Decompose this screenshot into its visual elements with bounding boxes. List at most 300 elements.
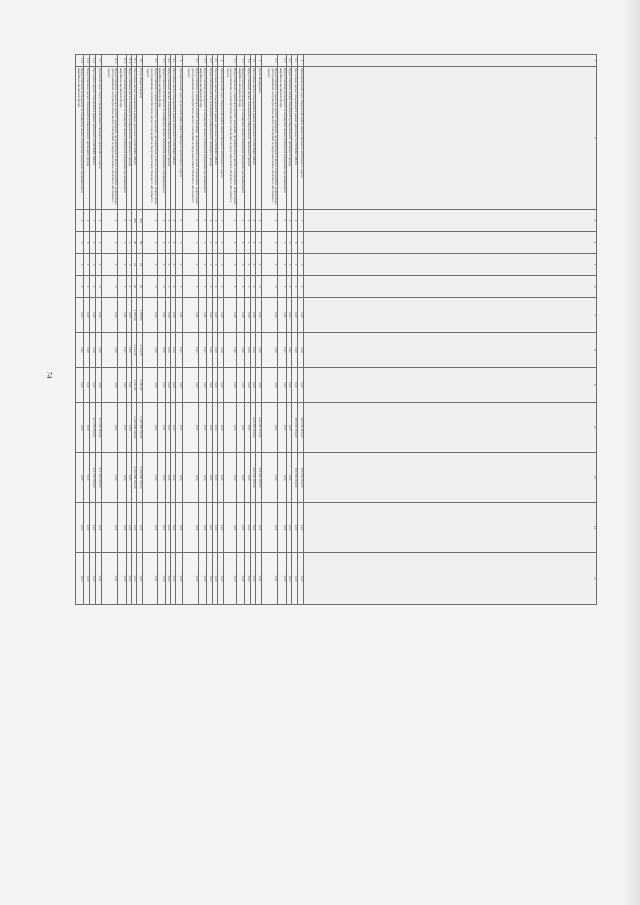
row-value: 4 786,50 bbox=[137, 298, 143, 333]
row-value: 0 bbox=[182, 232, 198, 254]
row-value: 0 bbox=[261, 232, 278, 254]
row-value: 0,00 bbox=[212, 553, 217, 605]
row-value: 0,00 bbox=[223, 453, 236, 503]
row-value: 0,00 bbox=[84, 403, 90, 453]
row-value: 0,00 bbox=[278, 333, 286, 368]
row-value: 34 bbox=[137, 254, 143, 276]
row-value: 0 bbox=[176, 254, 183, 276]
row-value: 0,00 bbox=[217, 403, 223, 453]
row-number: 7.2 bbox=[245, 55, 251, 67]
row-number: 7.4 bbox=[223, 55, 236, 67]
row-value: 0 bbox=[126, 232, 132, 254]
row-name: Расселение жилых помещений в рамках деятельности НО ФЖС ЯНАО bbox=[132, 67, 137, 210]
row-name: Городской округ город Губкинский Ямало-Ненецкого автономного округа bbox=[95, 67, 101, 210]
row-value: 0 bbox=[223, 254, 236, 276]
row-name: Предоставление возмещения за изымаемые жилые помещения гражданам, проживающим в аварийном жилищном фонде bbox=[278, 67, 286, 210]
row-value: 0,00 bbox=[171, 368, 176, 403]
row-value: 0,00 bbox=[255, 368, 261, 403]
page-number: 74 bbox=[45, 371, 53, 379]
row-value: 0 bbox=[101, 276, 118, 298]
row-value: 2 182 868 530,00 bbox=[137, 453, 143, 503]
row-value: 0,00 bbox=[171, 503, 176, 553]
row-value: 0 bbox=[245, 210, 251, 232]
table-row bbox=[95, 55, 101, 605]
row-value: 0,00 bbox=[198, 403, 206, 453]
row-value: 0,00 bbox=[223, 503, 236, 553]
row-value: 0,00 bbox=[157, 503, 165, 553]
row-value: 0,00 bbox=[118, 453, 126, 503]
row-value: 0,00 bbox=[142, 333, 157, 368]
row-value: 2 182 868 530,00 bbox=[132, 453, 137, 503]
row-value: 0 bbox=[223, 210, 236, 232]
column-header: 9 bbox=[304, 368, 597, 403]
row-number: 7.3 bbox=[236, 55, 244, 67]
table-row bbox=[132, 55, 137, 605]
row-name: Муниципальный округ Надымский район Ямало-Ненецкого автономного округа bbox=[297, 67, 304, 210]
row-value: 0,00 bbox=[255, 503, 261, 553]
row-number: 6 bbox=[297, 55, 304, 67]
row-value: 0,00 bbox=[118, 503, 126, 553]
row-value: 0,00 bbox=[126, 298, 132, 333]
table-row bbox=[84, 55, 90, 605]
row-value: 34 bbox=[132, 254, 137, 276]
row-value: 0,00 bbox=[206, 368, 212, 403]
row-number: 8.4 bbox=[182, 55, 198, 67]
row-value: 0,00 bbox=[261, 553, 278, 605]
row-value: 0 bbox=[182, 210, 198, 232]
row-value: 0 bbox=[176, 276, 183, 298]
table-row bbox=[157, 55, 165, 605]
row-value: 0,00 bbox=[206, 503, 212, 553]
row-value: 0,00 bbox=[137, 553, 143, 605]
row-value: 0 bbox=[182, 254, 198, 276]
row-value: 0,00 bbox=[132, 503, 137, 553]
row-value: 0,00 bbox=[212, 333, 217, 368]
row-value: 0,00 bbox=[84, 333, 90, 368]
row-value: 0 bbox=[291, 254, 297, 276]
row-value: 0,00 bbox=[95, 503, 101, 553]
row-value: 0,00 bbox=[236, 553, 244, 605]
row-value: 2 041,80 bbox=[132, 368, 137, 403]
row-name: Предоставление жилых помещений муниципального жилищного фонда bbox=[206, 67, 212, 210]
row-value: 0,00 bbox=[118, 333, 126, 368]
row-value: 220 200 000,00 bbox=[250, 453, 255, 503]
rotated-table-area bbox=[75, 54, 597, 604]
row-value: 0,00 bbox=[217, 368, 223, 403]
row-value: 0,00 bbox=[84, 298, 90, 333]
row-value: 0 bbox=[217, 254, 223, 276]
row-value: 0,00 bbox=[126, 453, 132, 503]
row-value: 0 bbox=[255, 254, 261, 276]
row-value: 0 bbox=[212, 232, 217, 254]
row-number: 9.2 bbox=[166, 55, 171, 67]
row-value: 0,00 bbox=[142, 368, 157, 403]
row-value: 0 bbox=[250, 276, 255, 298]
row-value: 220 200 000,00 bbox=[255, 403, 261, 453]
row-value: 0,00 bbox=[126, 333, 132, 368]
row-number: 7 bbox=[255, 55, 261, 67]
row-value: 0 bbox=[297, 232, 304, 254]
row-name: Предоставление возмещения за изымаемые жилые помещения гражданам, проживающим в аварийном жилищном фонде bbox=[118, 67, 126, 210]
row-value: 0,00 bbox=[101, 553, 118, 605]
row-value: 0 bbox=[206, 210, 212, 232]
row-value: 0,00 bbox=[212, 453, 217, 503]
row-value: 0 bbox=[166, 232, 171, 254]
table-row bbox=[297, 55, 304, 605]
row-value: 0,00 bbox=[278, 298, 286, 333]
row-value: 0 bbox=[261, 276, 278, 298]
row-value: 300 000 000,00 bbox=[291, 403, 297, 453]
row-value: 0,00 bbox=[101, 298, 118, 333]
row-value: 0 bbox=[278, 210, 286, 232]
row-name: Расселение жилых помещений в рамках деятельности НО ФЖС ЯНАО bbox=[291, 67, 297, 210]
row-value: 0,00 bbox=[84, 553, 90, 605]
row-value: 0 bbox=[176, 210, 183, 232]
row-value: 0 bbox=[171, 276, 176, 298]
row-value: 0 bbox=[90, 210, 96, 232]
row-value: 220 200 000,00 bbox=[255, 453, 261, 503]
row-value: 0 bbox=[198, 276, 206, 298]
row-value: 0,00 bbox=[84, 453, 90, 503]
row-value: 0,00 bbox=[291, 333, 297, 368]
row-value: 0,00 bbox=[90, 368, 96, 403]
row-value: 0,00 bbox=[118, 298, 126, 333]
row-value: 0 bbox=[286, 254, 291, 276]
row-value: 0,00 bbox=[297, 298, 304, 333]
row-value: 0,00 bbox=[101, 503, 118, 553]
column-header: 12 bbox=[304, 503, 597, 553]
row-value: 0 bbox=[278, 254, 286, 276]
column-header: 5 bbox=[304, 254, 597, 276]
row-value: 0 bbox=[261, 210, 278, 232]
table-body bbox=[76, 55, 597, 605]
row-value: 0,00 bbox=[236, 333, 244, 368]
row-value: 0,00 bbox=[198, 503, 206, 553]
row-value: 0,00 bbox=[76, 403, 84, 453]
row-value: 0,00 bbox=[206, 403, 212, 453]
row-name: Предоставление социальных выплат гражданам, проживающим в жилых помещениях, непригодных для проживания, на приобретение жилых помещений за пределами Ямало-Ненецкого автономного округа bbox=[142, 67, 157, 210]
row-value: 0 bbox=[278, 276, 286, 298]
row-name: Предоставление жилых помещений муниципального жилищного фонда bbox=[126, 67, 132, 210]
row-value: 0,00 bbox=[166, 298, 171, 333]
row-value: 417 255 000,00 bbox=[95, 453, 101, 503]
row-value: 0,00 bbox=[286, 368, 291, 403]
row-value: 0 bbox=[101, 210, 118, 232]
row-value: 0,00 bbox=[95, 298, 101, 333]
row-value: 4 786,50 bbox=[132, 298, 137, 333]
row-value: 0 bbox=[198, 232, 206, 254]
row-number: 7.1 bbox=[250, 55, 255, 67]
row-value: 0,00 bbox=[261, 403, 278, 453]
row-name: Город Новый Уренгой bbox=[137, 67, 143, 210]
row-value: 0,00 bbox=[90, 553, 96, 605]
column-header: 10 bbox=[304, 403, 597, 453]
column-header: 6 bbox=[304, 276, 597, 298]
row-value: 0,00 bbox=[76, 333, 84, 368]
table-row bbox=[217, 55, 223, 605]
row-value: 0,00 bbox=[176, 553, 183, 605]
row-value: 0,00 bbox=[198, 298, 206, 333]
row-number: 8.1 bbox=[212, 55, 217, 67]
row-value: 0,00 bbox=[126, 368, 132, 403]
row-value: 0 bbox=[212, 276, 217, 298]
row-value: 0,00 bbox=[198, 553, 206, 605]
table-row bbox=[291, 55, 297, 605]
row-value: 0,00 bbox=[182, 298, 198, 333]
row-value: 0 bbox=[118, 276, 126, 298]
row-value: 0 bbox=[142, 210, 157, 232]
row-number: 6.4 bbox=[261, 55, 278, 67]
row-value: 0,00 bbox=[245, 298, 251, 333]
row-value: 0,00 bbox=[217, 333, 223, 368]
row-value: 0 bbox=[245, 254, 251, 276]
row-value: 0,00 bbox=[223, 333, 236, 368]
row-value: 0 bbox=[255, 276, 261, 298]
row-name: Предоставление возмещения за изымаемые жилые помещения гражданам, проживающим в аварийном жилищном фонде bbox=[157, 67, 165, 210]
row-value: 0 bbox=[206, 276, 212, 298]
row-value: 0 bbox=[118, 210, 126, 232]
row-value: 417 255 000,00 bbox=[95, 403, 101, 453]
row-value: 0 bbox=[101, 254, 118, 276]
row-value: 40 bbox=[132, 276, 137, 298]
row-value: 0,00 bbox=[198, 368, 206, 403]
row-value: 0 bbox=[95, 254, 101, 276]
row-value: 0,00 bbox=[142, 453, 157, 503]
row-value: 417 255 000,00 bbox=[90, 403, 96, 453]
row-value: 0,00 bbox=[278, 553, 286, 605]
table-row bbox=[90, 55, 96, 605]
table-row bbox=[255, 55, 261, 605]
row-value: 0 bbox=[126, 254, 132, 276]
row-value: 300 000 000,00 bbox=[297, 403, 304, 453]
row-value: 0,00 bbox=[286, 503, 291, 553]
row-value: 0,00 bbox=[236, 453, 244, 503]
row-value: 0 bbox=[126, 210, 132, 232]
row-value: 0,00 bbox=[245, 333, 251, 368]
row-number: 6.2 bbox=[286, 55, 291, 67]
row-value: 0,00 bbox=[84, 503, 90, 553]
row-value: 0,00 bbox=[261, 333, 278, 368]
row-value: 0 bbox=[212, 210, 217, 232]
row-value: 0,00 bbox=[223, 368, 236, 403]
row-value: 0,00 bbox=[95, 333, 101, 368]
table-row bbox=[261, 55, 278, 605]
page-edge-shadow bbox=[622, 0, 640, 905]
row-value: 0,00 bbox=[157, 298, 165, 333]
table-row bbox=[126, 55, 132, 605]
table-row bbox=[137, 55, 143, 605]
column-header: 7 bbox=[304, 298, 597, 333]
row-value: 0,00 bbox=[118, 403, 126, 453]
row-value: 0,00 bbox=[101, 368, 118, 403]
row-value: 0,00 bbox=[171, 298, 176, 333]
row-value: 0 bbox=[118, 232, 126, 254]
row-value: 0 bbox=[217, 232, 223, 254]
row-value: 0,00 bbox=[176, 453, 183, 503]
row-number: 11 bbox=[95, 55, 101, 67]
row-number: 11.3 bbox=[76, 55, 84, 67]
row-number: 11.2 bbox=[84, 55, 90, 67]
row-value: 0,00 bbox=[166, 333, 171, 368]
row-value: 284 bbox=[132, 210, 137, 232]
row-value: 0,00 bbox=[255, 553, 261, 605]
row-value: 0,00 bbox=[176, 298, 183, 333]
row-value: 0,00 bbox=[171, 333, 176, 368]
row-value: 0,00 bbox=[157, 368, 165, 403]
row-name: Муниципальный округ Пуровский район Ямало-Ненецкого автономного округа bbox=[176, 67, 183, 210]
row-value: 0,00 bbox=[101, 403, 118, 453]
table-row bbox=[198, 55, 206, 605]
row-value: 0 bbox=[171, 232, 176, 254]
row-value: 0 bbox=[212, 254, 217, 276]
row-value: 0,00 bbox=[212, 503, 217, 553]
row-value: 2 144,70 bbox=[132, 333, 137, 368]
row-value: 0,00 bbox=[206, 453, 212, 503]
row-value: 0 bbox=[84, 276, 90, 298]
row-value: 0 bbox=[90, 254, 96, 276]
row-value: 0,00 bbox=[182, 453, 198, 503]
row-value: 2 182 868 530,00 bbox=[137, 403, 143, 453]
row-name: Расселение жилых помещений в рамках деятельности НО ФЖС ЯНАО bbox=[212, 67, 217, 210]
row-value: 0 bbox=[157, 276, 165, 298]
row-value: 0 bbox=[142, 254, 157, 276]
row-value: 0,00 bbox=[182, 368, 198, 403]
row-value: 0,00 bbox=[176, 403, 183, 453]
row-value: 96 bbox=[132, 232, 137, 254]
row-value: 0 bbox=[76, 276, 84, 298]
row-value: 0,00 bbox=[182, 403, 198, 453]
row-value: 0 bbox=[84, 232, 90, 254]
row-value: 0 bbox=[198, 210, 206, 232]
row-value: 0,00 bbox=[206, 553, 212, 605]
row-value: 0 bbox=[297, 276, 304, 298]
row-value: 0,00 bbox=[261, 453, 278, 503]
row-value: 0 bbox=[126, 276, 132, 298]
row-value: 0,00 bbox=[166, 553, 171, 605]
row-value: 0 bbox=[297, 254, 304, 276]
row-number: 9 bbox=[176, 55, 183, 67]
table-row bbox=[118, 55, 126, 605]
row-value: 0 bbox=[118, 254, 126, 276]
column-header: 13 bbox=[304, 553, 597, 605]
row-value: 40 bbox=[137, 276, 143, 298]
row-value: 0,00 bbox=[118, 368, 126, 403]
row-number: 11.1 bbox=[90, 55, 96, 67]
row-value: 0,00 bbox=[166, 503, 171, 553]
table-row bbox=[76, 55, 84, 605]
row-value: 0,00 bbox=[142, 503, 157, 553]
row-value: 0,00 bbox=[142, 553, 157, 605]
row-name: Предоставление возмещения за изымаемые жилые помещения гражданам, проживающим в аварийном жилищном фонде bbox=[76, 67, 84, 210]
row-value: 0 bbox=[297, 210, 304, 232]
row-value: 0,00 bbox=[245, 503, 251, 553]
row-value: 0,00 bbox=[291, 553, 297, 605]
row-value: 0 bbox=[223, 232, 236, 254]
row-number: 10 bbox=[137, 55, 143, 67]
row-value: 0,00 bbox=[76, 503, 84, 553]
row-value: 220 200 000,00 bbox=[250, 403, 255, 453]
row-value: 0 bbox=[166, 254, 171, 276]
row-value: 0 bbox=[236, 276, 244, 298]
row-value: 0,00 bbox=[223, 553, 236, 605]
row-value: 0 bbox=[171, 254, 176, 276]
row-value: 0,00 bbox=[126, 553, 132, 605]
row-value: 0 bbox=[217, 210, 223, 232]
row-value: 0,00 bbox=[245, 453, 251, 503]
row-value: 0,00 bbox=[217, 553, 223, 605]
row-value: 0,00 bbox=[166, 403, 171, 453]
row-value: 0,00 bbox=[95, 553, 101, 605]
row-value: 0,00 bbox=[286, 453, 291, 503]
row-value: 0 bbox=[84, 210, 90, 232]
row-value: 300 000 000,00 bbox=[297, 453, 304, 503]
row-value: 0,00 bbox=[286, 333, 291, 368]
row-value: 0 bbox=[157, 210, 165, 232]
row-value: 0 bbox=[250, 210, 255, 232]
row-name: Город Муравленко bbox=[255, 67, 261, 210]
row-value: 0,00 bbox=[250, 503, 255, 553]
row-value: 0 bbox=[182, 276, 198, 298]
row-name: Предоставление жилых помещений муниципального жилищного фонда bbox=[286, 67, 291, 210]
row-value: 0 bbox=[176, 232, 183, 254]
row-value: 0,00 bbox=[182, 503, 198, 553]
row-value: 0,00 bbox=[137, 503, 143, 553]
row-number: 6.1 bbox=[291, 55, 297, 67]
row-value: 0,00 bbox=[176, 368, 183, 403]
row-value: 0 bbox=[250, 232, 255, 254]
row-name: Предоставление жилых помещений муниципального жилищного фонда bbox=[166, 67, 171, 210]
table-row bbox=[236, 55, 244, 605]
column-header: 2 bbox=[304, 67, 597, 210]
row-number: 8.2 bbox=[206, 55, 212, 67]
row-value: 0,00 bbox=[142, 298, 157, 333]
row-value: 0,00 bbox=[278, 503, 286, 553]
table-row bbox=[250, 55, 255, 605]
row-value: 0 bbox=[166, 276, 171, 298]
row-name: Предоставление социальных выплат гражданам, проживающим в жилых помещениях, непригодных для проживания, на приобретение жилых помещений за пределами Ямало-Ненецкого автономного округа bbox=[182, 67, 198, 210]
row-value: 0,00 bbox=[76, 553, 84, 605]
row-value: 0,00 bbox=[171, 453, 176, 503]
row-value: 0,00 bbox=[132, 553, 137, 605]
row-name: Расселение жилых помещений в рамках деятельности НО ФЖС ЯНАО bbox=[90, 67, 96, 210]
column-header: 1 bbox=[304, 55, 597, 67]
row-value: 0,00 bbox=[84, 368, 90, 403]
table-row bbox=[206, 55, 212, 605]
row-value: 0,00 bbox=[255, 333, 261, 368]
row-value: 0,00 bbox=[157, 453, 165, 503]
row-value: 0 bbox=[236, 232, 244, 254]
row-value: 2 041,80 bbox=[137, 368, 143, 403]
row-value: 300 000 000,00 bbox=[291, 453, 297, 503]
row-value: 0 bbox=[84, 254, 90, 276]
row-value: 0,00 bbox=[95, 368, 101, 403]
row-value: 0,00 bbox=[171, 553, 176, 605]
table-row bbox=[286, 55, 291, 605]
row-value: 0,00 bbox=[261, 503, 278, 553]
row-value: 0,00 bbox=[76, 368, 84, 403]
row-value: 0 bbox=[291, 210, 297, 232]
table-row bbox=[166, 55, 171, 605]
row-value: 0 bbox=[206, 254, 212, 276]
table-row bbox=[142, 55, 157, 605]
row-value: 0,00 bbox=[236, 298, 244, 333]
row-value: 0,00 bbox=[297, 503, 304, 553]
row-value: 0,00 bbox=[157, 403, 165, 453]
row-value: 0,00 bbox=[157, 553, 165, 605]
row-value: 0,00 bbox=[245, 553, 251, 605]
data-table bbox=[75, 54, 597, 605]
row-value: 0 bbox=[255, 210, 261, 232]
